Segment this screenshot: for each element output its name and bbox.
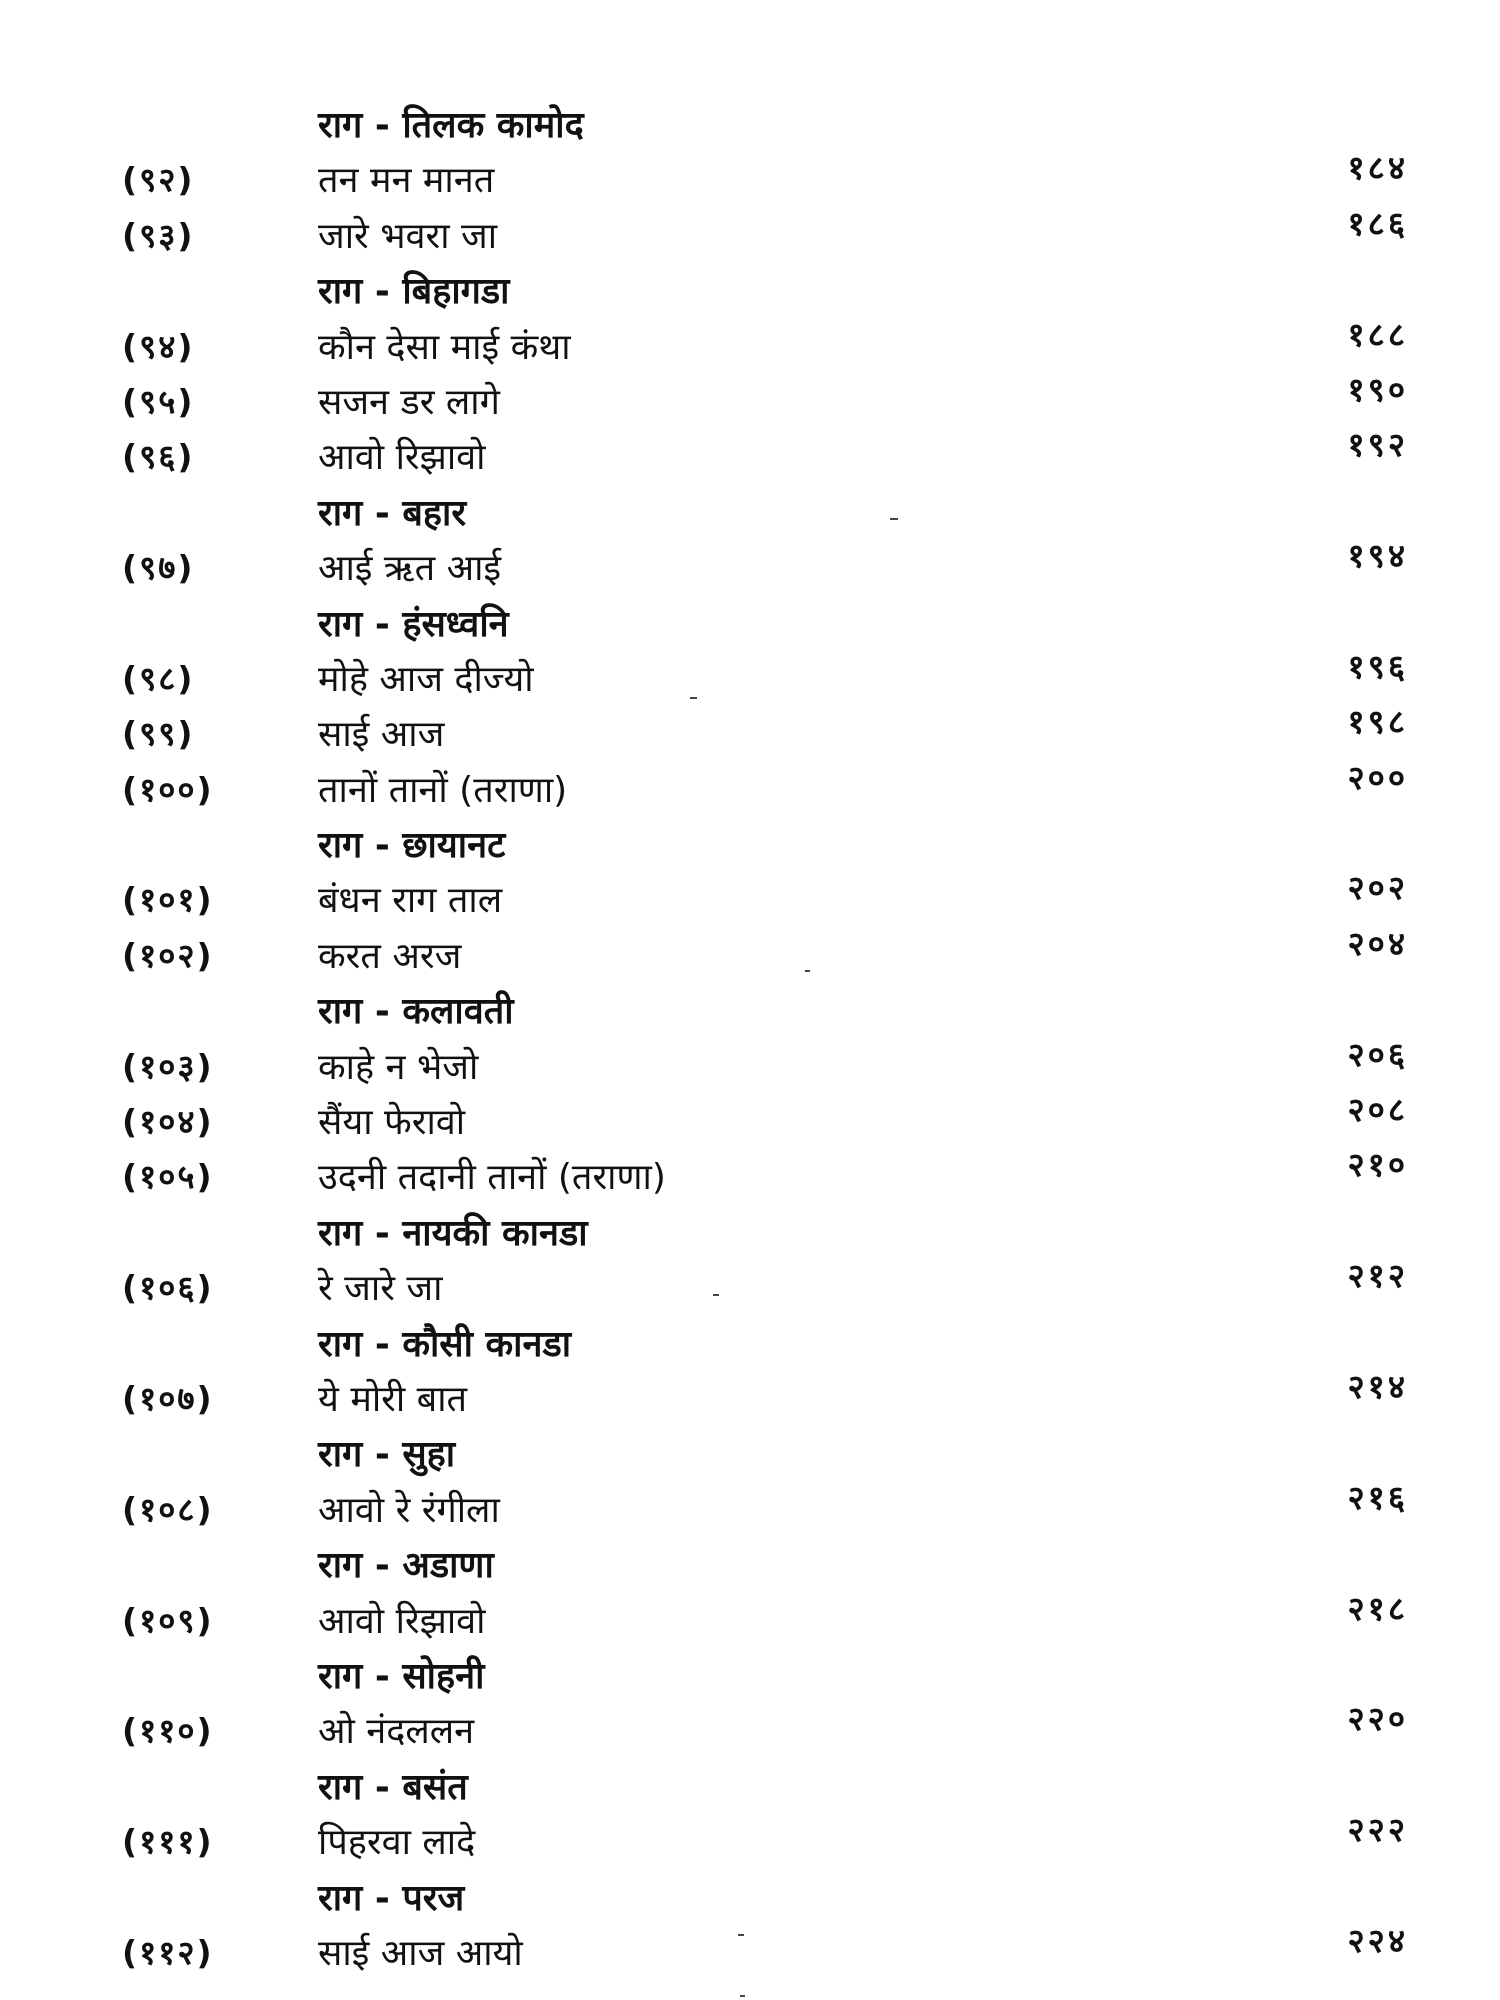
- toc-entry: [0, 314, 1500, 372]
- entry-page-number: १९०: [1347, 369, 1408, 409]
- entry-page-number: २०८: [1347, 1090, 1408, 1130]
- entry-page-number: २१४: [1347, 1366, 1408, 1406]
- entry-number: (१००): [122, 769, 214, 809]
- raga-heading: [0, 981, 1500, 1036]
- toc-entry: [0, 757, 1500, 815]
- toc-entry: [0, 203, 1500, 261]
- entry-title: बंधन राग ताल: [318, 880, 503, 922]
- entry-title: ये मोरी बात: [318, 1378, 468, 1420]
- scan-speck: [890, 518, 898, 520]
- entry-title: मोहे आज दीज्यो: [318, 658, 534, 700]
- entry-number: (१०१): [122, 880, 214, 920]
- raga-heading: [0, 1646, 1500, 1701]
- entry-title: काहे न भेजो: [318, 1046, 479, 1088]
- raga-heading: [0, 1757, 1500, 1812]
- toc-entry: [0, 1477, 1500, 1535]
- entry-page-number: २०६: [1347, 1034, 1408, 1074]
- toc-entry: [0, 1588, 1500, 1646]
- toc-entry: [0, 1920, 1500, 1978]
- entry-title: आवो रे रंगीला: [318, 1489, 500, 1531]
- entry-page-number: २१६: [1347, 1477, 1408, 1517]
- entry-page-number: २१०: [1347, 1145, 1408, 1185]
- entry-title: उदनी तदानी तानों (तराणा): [318, 1157, 666, 1199]
- raga-title: राग - बिहागडा: [318, 271, 510, 313]
- entry-number: (९९): [122, 714, 195, 754]
- entry-number: (९२): [122, 160, 195, 200]
- raga-heading: [0, 483, 1500, 538]
- entry-page-number: २२०: [1347, 1699, 1408, 1739]
- entry-page-number: १८८: [1347, 314, 1408, 354]
- entry-number: (९८): [122, 658, 195, 698]
- raga-title: राग - कौसी कानडा: [318, 1323, 572, 1365]
- entry-page-number: १८४: [1347, 148, 1408, 188]
- entry-number: (१११): [122, 1822, 214, 1862]
- raga-heading: [0, 815, 1500, 870]
- entry-title: जारे भवरा जा: [318, 215, 498, 257]
- entry-page-number: २१८: [1347, 1588, 1408, 1628]
- raga-title: राग - बसंत: [318, 1766, 468, 1808]
- raga-heading: [0, 1314, 1500, 1369]
- toc-entry: [0, 1147, 1500, 1202]
- raga-heading: [0, 95, 1500, 150]
- entry-page-number: १९८: [1347, 702, 1408, 742]
- scan-speck: [805, 970, 810, 972]
- entry-page-number: १९२: [1347, 425, 1408, 465]
- raga-title: राग - सोहनी: [318, 1655, 485, 1697]
- entry-page-number: १९४: [1347, 536, 1408, 576]
- entry-page-number: २००: [1347, 757, 1408, 797]
- entry-number: (१०७): [122, 1378, 214, 1418]
- raga-title: राग - कलावती: [318, 991, 514, 1033]
- entry-page-number: १८६: [1347, 203, 1408, 243]
- entry-title: तन मन मानत: [318, 160, 495, 202]
- entry-number: (९३): [122, 215, 195, 255]
- toc-entry: [0, 369, 1500, 427]
- raga-heading: [0, 1424, 1500, 1479]
- toc-entry: [0, 1812, 1500, 1867]
- entry-page-number: २१२: [1347, 1256, 1408, 1296]
- toc-entry: [0, 538, 1500, 593]
- entry-title: आई ऋत आई: [318, 548, 502, 590]
- raga-title: राग - परज: [318, 1877, 465, 1919]
- toc-entry: [0, 427, 1500, 482]
- entry-number: (९४): [122, 326, 195, 366]
- toc-entry: [0, 870, 1500, 925]
- entry-number: (९६): [122, 437, 195, 477]
- entry-number: (१०४): [122, 1102, 214, 1142]
- entry-number: (१०३): [122, 1046, 214, 1086]
- entry-title: साई आज: [318, 714, 445, 756]
- toc-entry: [0, 1701, 1500, 1756]
- entry-page-number: २२२: [1347, 1810, 1408, 1850]
- raga-heading: [0, 1868, 1500, 1923]
- raga-title: राग - हंसध्वनि: [318, 603, 509, 645]
- entry-title: सैंया फेरावो: [318, 1102, 466, 1144]
- toc-entry: [0, 1092, 1500, 1147]
- entry-title: आवो रिझावो: [318, 437, 486, 479]
- entry-number: (९५): [122, 381, 195, 421]
- scan-speck: [713, 1294, 719, 1296]
- entry-title: तानों तानों (तराणा): [318, 769, 568, 811]
- entry-number: (९७): [122, 548, 195, 588]
- entry-number: (१०८): [122, 1489, 214, 1529]
- entry-page-number: १९६: [1347, 646, 1408, 686]
- raga-title: राग - तिलक कामोद: [318, 105, 584, 146]
- scan-speck: [738, 1934, 744, 1936]
- toc-entry: [0, 1258, 1500, 1313]
- entry-title: कौन देसा माई कंथा: [318, 326, 571, 368]
- raga-heading: [0, 261, 1500, 316]
- entry-number: (१०५): [122, 1157, 214, 1197]
- toc-entry: [0, 923, 1500, 981]
- toc-entry: [0, 1366, 1500, 1424]
- entry-title: साई आज आयो: [318, 1932, 523, 1974]
- scan-speck: [740, 1995, 745, 1997]
- raga-title: राग - सुहा: [318, 1434, 456, 1476]
- toc-entry: [0, 704, 1500, 759]
- toc-entry: [0, 1034, 1500, 1092]
- raga-heading: [0, 1535, 1500, 1590]
- raga-title: राग - नायकी कानडा: [318, 1212, 588, 1254]
- entry-number: (११२): [122, 1932, 214, 1972]
- entry-page-number: २२४: [1347, 1920, 1408, 1960]
- entry-page-number: २०४: [1347, 923, 1408, 963]
- entry-title: करत अरज: [318, 935, 462, 977]
- entry-title: ओ नंदललन: [318, 1711, 475, 1753]
- entry-title: सजन डर लागे: [318, 381, 500, 423]
- scan-speck: [690, 697, 697, 699]
- entry-title: आवो रिझावो: [318, 1600, 486, 1642]
- table-of-contents: [0, 95, 1500, 1978]
- raga-title: राग - बहार: [318, 492, 467, 534]
- entry-number: (११०): [122, 1711, 214, 1751]
- entry-number: (१०६): [122, 1268, 214, 1308]
- toc-entry: [0, 150, 1500, 205]
- raga-title: राग - अडाणा: [318, 1545, 494, 1587]
- toc-entry: [0, 646, 1500, 704]
- entry-number: (१०२): [122, 935, 214, 975]
- raga-heading: [0, 594, 1500, 649]
- raga-title: राग - छायानट: [318, 825, 506, 867]
- entry-title: रे जारे जा: [318, 1268, 443, 1310]
- entry-number: (१०९): [122, 1600, 214, 1640]
- raga-heading: [0, 1203, 1500, 1258]
- entry-title: पिहरवा लादे: [318, 1822, 476, 1864]
- entry-page-number: २०२: [1347, 868, 1408, 908]
